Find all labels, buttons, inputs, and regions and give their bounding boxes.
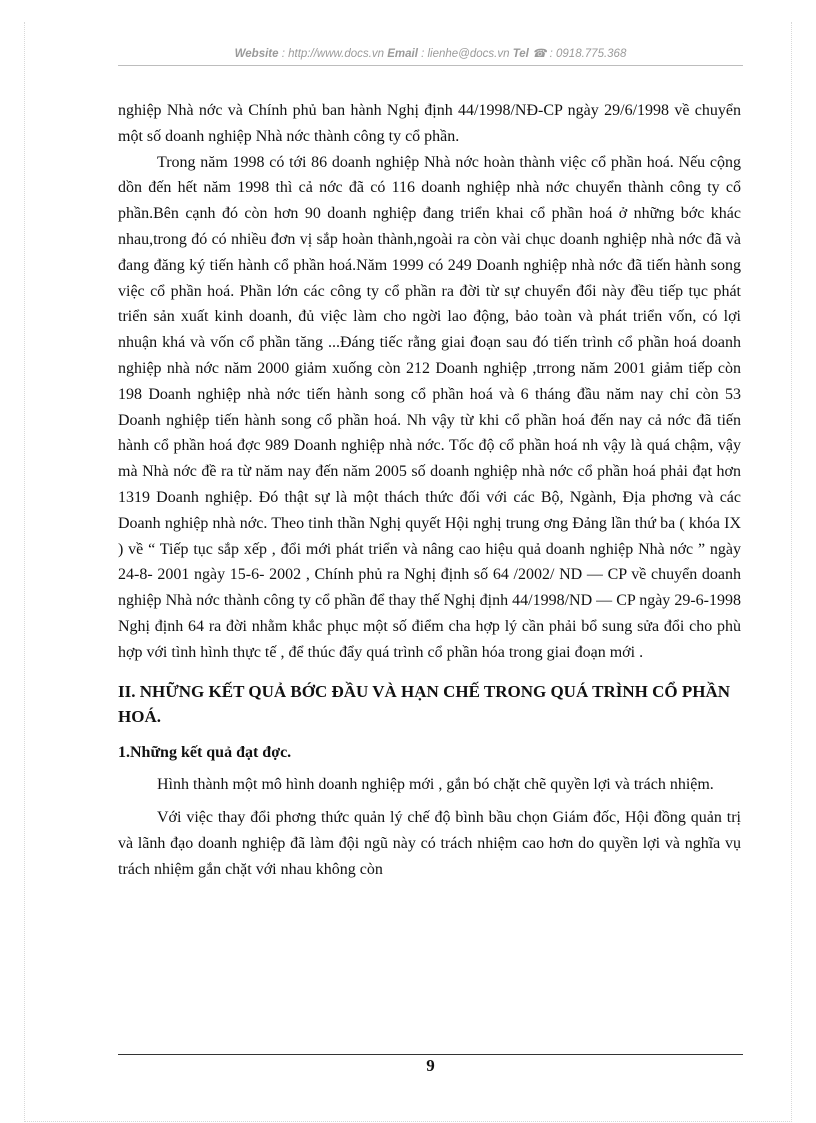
page-header [118, 46, 743, 60]
tel-label: Tel [512, 48, 529, 60]
page-bottom-border [24, 1121, 792, 1122]
subsection-heading: 1.Những kết quả đạt đợc. [118, 743, 292, 761]
body-paragraph: Hình thành một mô hình doanh nghiệp mới , gắn bó chặt chẽ quyền lợi và trách nhiệm. [157, 776, 714, 794]
body-paragraph: Trong năm 1998 có tới 86 doanh nghiệp Nhà nớc hoàn thành việc cổ phần hoá. Nếu cộng dồn đến hết năm 1998 thì cả nớc đã có 116 doanh nghiệp nhà nớc chuyển thành công ty cổ phần.Bên cạnh đó còn hơn 90 doanh nghiệp đang triển khai cổ phần hoá ở những bớc khác nhau,trong đó có nhiều đơn vị sắp hoàn thành,ngoài ra còn vài chục doanh nghiệp nhà nớc đã và đang đăng ký tiến hành cổ phần hoá.Năm 1999 có 249 Doanh nghiệp nhà nớc đã tiến hành song việc cổ phần hoá. Phần lớn các công ty cổ phần ra đời từ sự chuyển đổi này đều tiếp tục phát triển sản xuất kinh doanh, đủ việc làm cho ngời lao động, bảo toàn và phát triển vốn, có lợi nhuận khá và vốn cổ phần tăng ...Đáng tiếc rằng giai đoạn sau đó tiến trình cổ phần hoá doanh nghiệp nhà nớc năm 2000 giảm xuống còn 212 Doanh nghiệp ,trrong năm 2001 giảm tiếp còn 198 Doanh nghiệp nhà nớc tiến hành song cổ phần hoá và 6 tháng đầu năm nay chỉ còn 53 Doanh nghiệp tiến hành song cổ phần hoá. Nh vậy từ khi cổ phần hoá đến nay cả nớc đã tiến hành cổ phần hoá đợc 989 Doanh nghiệp nhà nớc. Tốc độ cổ phần hoá nh vậy là quá chậm, vậy mà Nhà nớc đề ra từ năm nay đến năm 2005 số doanh nghiệp nhà nớc cổ phần hoá phải đạt hơn 1319 Doanh nghiệp. Đó thật sự là một thách thức đối với các Bộ, Ngành, Địa phơng và các Doanh nghiệp nhà nớc. Theo tinh thần Nghị quyết Hội nghị trung ơng Đảng lần thứ ba ( khóa IX ) về “ Tiếp tục sắp xếp , đổi mới phát triển và nâng cao hiệu quả doanh nghiệp Nhà nớc ” ngày 24-8- 2001 ngày 15-6- 2002 , Chính phủ ra Nghị định số 64 /2002/ ND — CP về chuyển doanh nghiệp Nhà nớc thành công ty cổ phần để thay thế Nghị định 44/1998/ND — CP ngày 29-6-1998 Nghị định 64 ra đời nhằm khắc phục một số điểm cha hợp lý cần phải bổ sung sửa đổi cho phù hợp với tình hình thực tế , để thúc đẩy quá trình cổ phần hóa trong giai đoạn mới . [118, 153, 741, 661]
header-divider [118, 65, 743, 66]
section-heading: II. NHỮNG KẾT QUẢ BỚC ĐẦU VÀ HẠN CHẾ TRONG QUÁ TRÌNH CỔ PHẦN HOÁ. [118, 681, 731, 726]
document-body [118, 98, 741, 883]
website-value: : http://www.docs.vn [281, 48, 384, 60]
body-paragraph-continuation: nghiệp Nhà nớc và Chính phủ ban hành Nghị định 44/1998/NĐ-CP ngày 29/6/1998 về chuyển một số doanh nghiệp Nhà nớc thành công ty cổ phần. [118, 102, 741, 145]
page-number: 9 [426, 1056, 435, 1075]
body-paragraph: Với việc thay đổi phơng thức quản lý chế độ bình bầu chọn Giám đốc, Hội đồng quản trị và lãnh đạo doanh nghiệp đã làm đội ngũ này có trách nhiệm cao hơn do quyền lợi và nghĩa vụ trách nhiệm gắn chặt với nhau không còn [118, 809, 741, 878]
website-label: Website [234, 48, 279, 60]
tel-value: ☎ : 0918.775.368 [532, 48, 627, 60]
email-label: Email [387, 48, 418, 60]
email-value: : lienhe@docs.vn [421, 48, 510, 60]
footer-divider [118, 1054, 743, 1055]
